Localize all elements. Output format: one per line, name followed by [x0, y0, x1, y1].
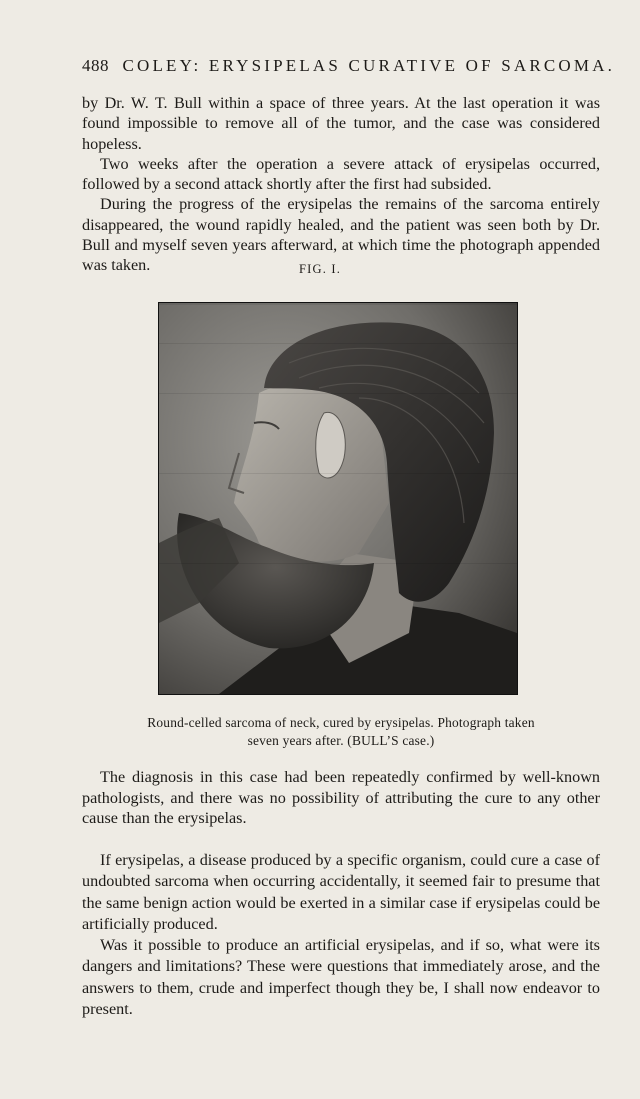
paragraph: If erysipelas, a disease produced by a specific organism, could cure a case of undoubted sarcoma when occurring accidentally, it seemed fair to presume that the same benign action would be exerted in a similar case if erysipelas could be artificially produced. — [82, 851, 600, 933]
body-text-bottom — [82, 850, 600, 1020]
paragraph: Was it possible to produce an artificial erysipelas, and if so, what were its dangers and limitations? These were questions that immediately arose, and the answers to them, crude and imperfect though they be, I shall now endeavor to present. — [82, 936, 600, 1019]
figure-label: FIG. I. — [298, 262, 342, 276]
caption-line: seven years after. (BULL’S case.) — [247, 733, 435, 748]
body-text-top — [82, 93, 600, 276]
patient-photograph — [158, 302, 518, 695]
paragraph: by Dr. W. T. Bull within a space of three years. At the last operation it was found impossible to remove all of the tumor, and the case was considered hopeless. — [82, 94, 600, 153]
page-number: 488 — [82, 56, 109, 75]
body-text-middle — [82, 767, 600, 829]
caption-line: Round-celled sarcoma of neck, cured by erysipelas. Photograph taken — [147, 715, 535, 730]
running-header — [82, 56, 616, 76]
figure-caption — [82, 714, 600, 750]
paragraph: During the progress of the erysipelas the remains of the sarcoma entirely disappeared, the wound rapidly healed, and the patient was seen both by Dr. Bull and myself seven years afterward, at which time the photograph appended was taken. — [82, 195, 600, 275]
paragraph: Two weeks after the operation a severe attack of erysipelas occurred, followed by a second attack shortly after the first had subsided. — [82, 154, 600, 194]
paragraph: The diagnosis in this case had been repeatedly confirmed by well-known pathologists, and there was no possibility of attributing the cure to any other cause than the erysipelas. — [82, 768, 600, 827]
running-title: COLEY: ERYSIPELAS CURATIVE OF SARCOMA. — [122, 56, 616, 75]
